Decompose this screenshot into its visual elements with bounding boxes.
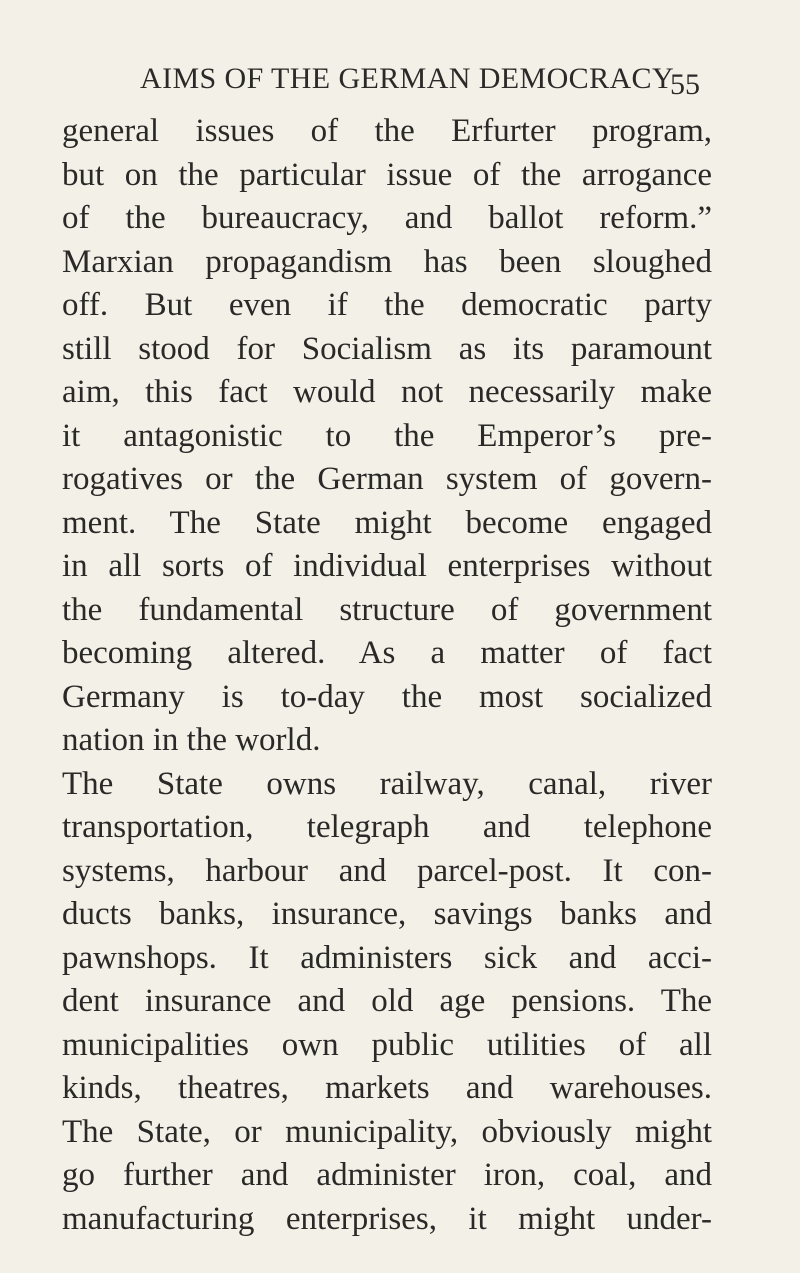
text-line: municipalities own public utilities of all	[62, 1026, 712, 1063]
text-line: Germany is to-day the most socialized	[62, 678, 712, 715]
text-line: general issues of the Erfurter program,	[62, 113, 712, 149]
text-line: transportation, telegraph and telephone	[62, 809, 712, 845]
text-line: still stood for Socialism as its paramount	[62, 330, 712, 367]
text-line: Marxian propagandism has been sloughed	[62, 243, 712, 280]
text-line: dent insurance and old age pensions. The	[62, 983, 712, 1019]
text-line: manufacturing enterprises, it might under-	[62, 1200, 712, 1237]
text-line: off. But even if the democratic party	[62, 287, 712, 323]
text-line: in all sorts of individual enterprises without	[62, 548, 712, 584]
text-line: rogatives or the German system of govern-	[62, 461, 712, 497]
running-title: AIMS OF THE GERMAN DEMOCRACY	[140, 62, 675, 95]
text-line: systems, harbour and parcel-post. It con-	[62, 852, 712, 889]
text-line: but on the particular issue of the arrogance	[62, 156, 712, 193]
text-line: ment. The State might become engaged	[62, 504, 712, 541]
text-line: it antagonistic to the Emperor’s pre-	[62, 417, 712, 454]
text-line: the fundamental structure of government	[62, 591, 712, 628]
body-text	[62, 110, 712, 1241]
running-head	[140, 62, 700, 106]
text-line: aim, this fact would not necessarily make	[62, 374, 712, 410]
text-line: The State, or municipality, obviously might	[62, 1113, 712, 1150]
text-line: of the bureaucracy, and ballot reform.”	[62, 200, 712, 236]
page-number: 55	[670, 68, 700, 101]
text-line: go further and administer iron, coal, and	[62, 1157, 712, 1193]
text-line: kinds, theatres, markets and warehouses.	[62, 1070, 712, 1106]
text-line: ducts banks, insurance, savings banks and	[62, 896, 712, 932]
text-line: The State owns railway, canal, river	[62, 765, 712, 802]
text-line: nation in the world.	[62, 722, 321, 758]
text-line: becoming altered. As a matter of fact	[62, 635, 712, 671]
text-line: pawnshops. It administers sick and acci-	[62, 939, 712, 976]
